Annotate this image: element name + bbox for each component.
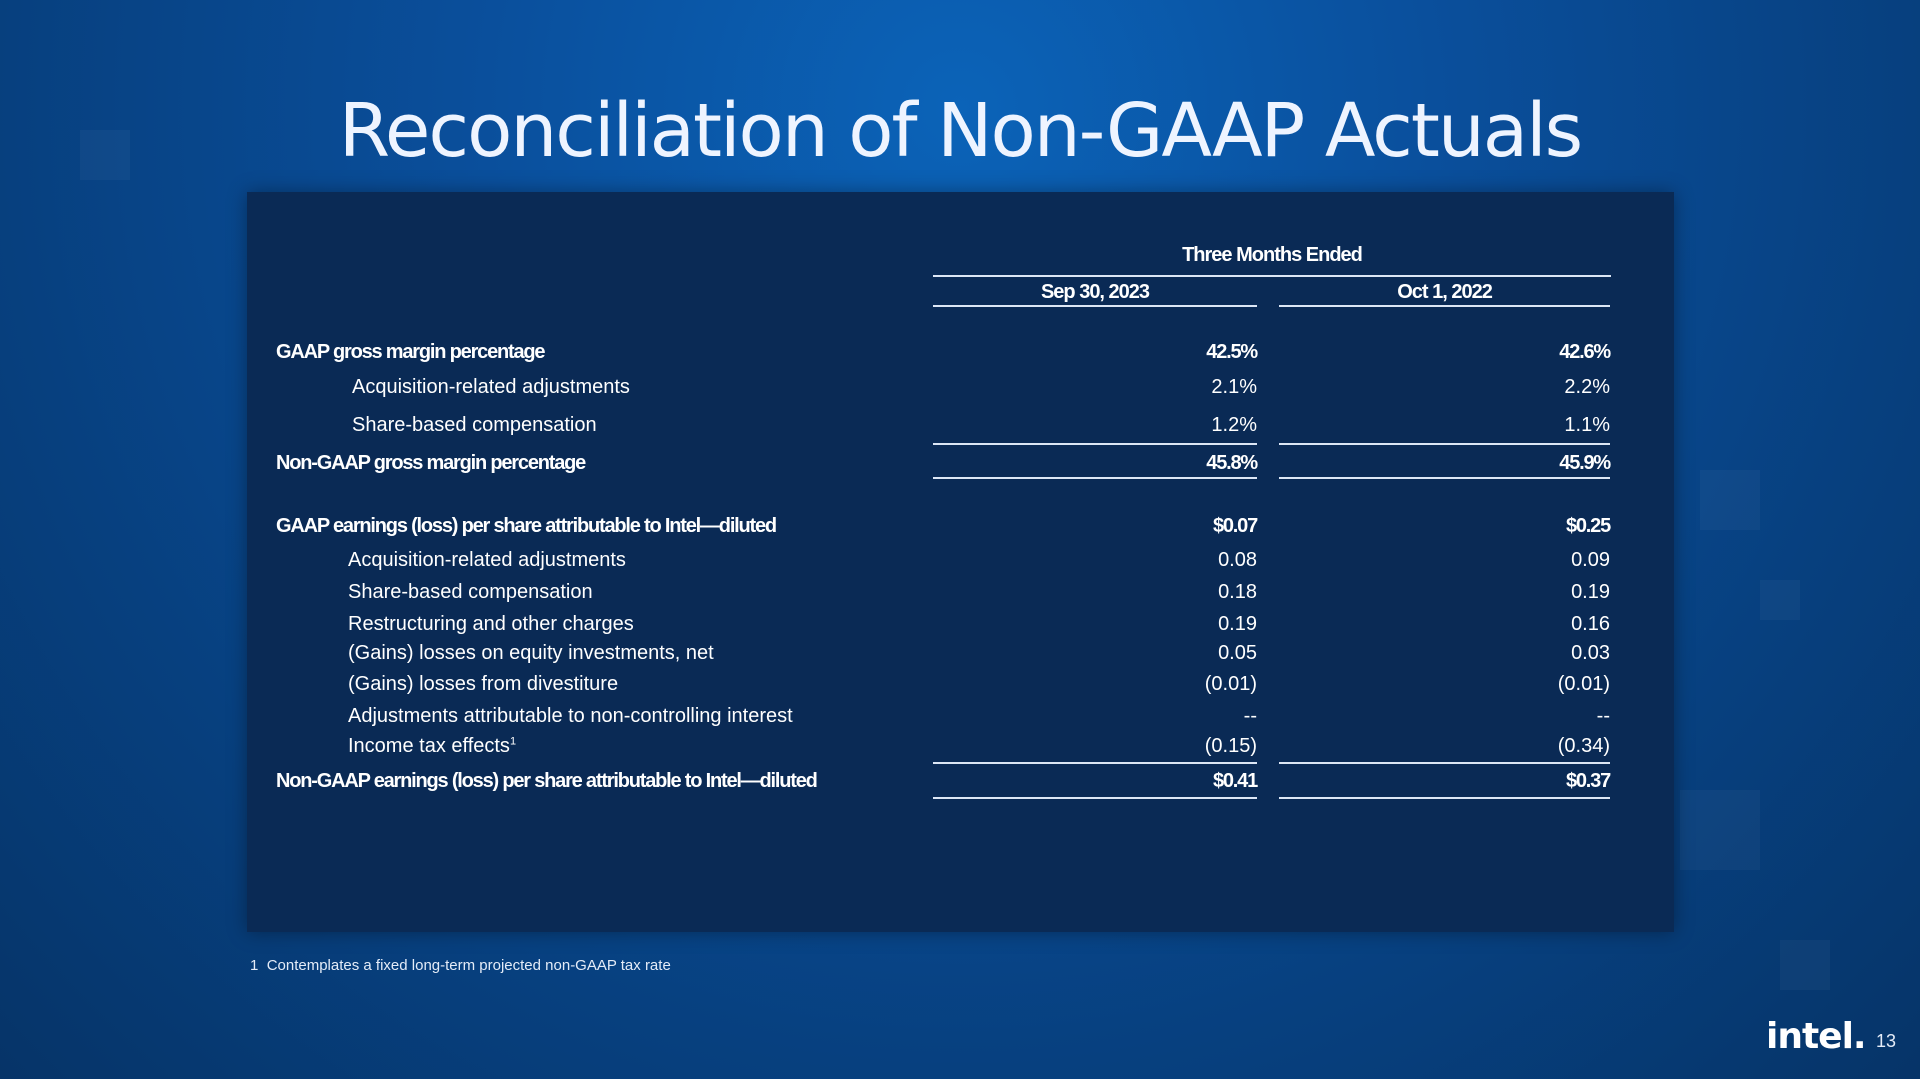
row-label-text: Income tax effects — [348, 735, 510, 757]
row-label: Restructuring and other charges — [348, 613, 634, 635]
footnote — [250, 957, 671, 974]
slide-title: Reconciliation of Non-GAAP Actuals — [338, 88, 1582, 174]
column-header-rule — [1279, 305, 1610, 307]
column-header-rule — [933, 305, 1257, 307]
table-row — [0, 577, 1920, 607]
column-header-sep-2023: Sep 30, 2023 — [1040, 281, 1150, 303]
table-row — [0, 372, 1920, 402]
row-label: Share-based compensation — [352, 414, 597, 436]
value-sep-2023: 0.08 — [1218, 549, 1257, 571]
footnote-number: 1 — [250, 957, 259, 974]
total-rule — [933, 477, 1257, 479]
footnote-text: Contemplates a fixed long-term projected non-GAAP tax rate — [266, 957, 671, 974]
value-sep-2023: $0.07 — [1212, 515, 1257, 537]
value-oct-2022: 42.6% — [1559, 341, 1610, 363]
value-oct-2022: 0.09 — [1571, 549, 1610, 571]
total-rule — [1279, 477, 1610, 479]
column-header-oct-2022: Oct 1, 2022 — [1397, 281, 1492, 303]
value-sep-2023: 45.8% — [1206, 452, 1257, 474]
table-row — [0, 609, 1920, 639]
subtotal-rule — [1279, 443, 1610, 445]
row-label: GAAP earnings (loss) per share attributable to Intel—diluted — [276, 515, 776, 537]
value-oct-2022: (0.34) — [1557, 735, 1610, 757]
value-sep-2023: 1.2% — [1211, 414, 1257, 436]
row-label — [348, 731, 516, 761]
intel-logo: intel. — [1766, 1016, 1866, 1057]
value-oct-2022: 0.16 — [1571, 613, 1610, 635]
value-sep-2023: -- — [1243, 705, 1257, 727]
total-rule — [933, 797, 1257, 799]
background-decoration — [1680, 790, 1760, 870]
subtotal-rule — [933, 762, 1257, 764]
value-oct-2022: (0.01) — [1557, 673, 1610, 695]
table-row-gaap-eps — [0, 511, 1920, 541]
row-label: Acquisition-related adjustments — [352, 376, 630, 398]
value-sep-2023: 0.18 — [1218, 581, 1257, 603]
row-label: (Gains) losses from divestiture — [348, 673, 619, 695]
value-sep-2023: 2.1% — [1211, 376, 1257, 398]
value-oct-2022: 0.19 — [1571, 581, 1610, 603]
value-sep-2023: 42.5% — [1206, 341, 1257, 363]
table-row — [0, 410, 1920, 440]
background-decoration — [1780, 940, 1830, 990]
table-row — [0, 669, 1920, 699]
value-sep-2023: $0.41 — [1212, 770, 1257, 792]
value-oct-2022: -- — [1596, 705, 1610, 727]
row-label: Adjustments attributable to non-controlling interest — [348, 705, 793, 727]
row-label: GAAP gross margin percentage — [276, 341, 545, 363]
row-label: Share-based compensation — [348, 581, 593, 603]
table-row-non-gaap-gross-margin — [0, 448, 1920, 478]
value-oct-2022: $0.25 — [1565, 515, 1610, 537]
value-sep-2023: (0.15) — [1204, 735, 1257, 757]
value-sep-2023: 0.19 — [1218, 613, 1257, 635]
value-oct-2022: $0.37 — [1565, 770, 1610, 792]
table-row-non-gaap-eps — [0, 766, 1920, 796]
table-row-gaap-gross-margin — [0, 337, 1920, 367]
row-label: Acquisition-related adjustments — [348, 549, 626, 571]
subtotal-rule — [933, 443, 1257, 445]
table-row — [0, 731, 1920, 761]
value-oct-2022: 2.2% — [1564, 376, 1610, 398]
table-row — [0, 638, 1920, 668]
row-label: (Gains) losses on equity investments, net — [348, 642, 714, 664]
total-rule — [1279, 797, 1610, 799]
value-oct-2022: 1.1% — [1564, 414, 1610, 436]
value-sep-2023: 0.05 — [1218, 642, 1257, 664]
subtotal-rule — [1279, 762, 1610, 764]
value-sep-2023: (0.01) — [1204, 673, 1257, 695]
row-label: Non-GAAP gross margin percentage — [276, 452, 586, 474]
value-oct-2022: 0.03 — [1571, 642, 1610, 664]
table-row — [0, 701, 1920, 731]
footnote-marker: 1 — [509, 735, 517, 748]
row-label: Non-GAAP earnings (loss) per share attributable to Intel—diluted — [276, 770, 817, 792]
page-number: 13 — [1876, 1031, 1897, 1051]
value-oct-2022: 45.9% — [1559, 452, 1610, 474]
group-header: Three Months Ended — [1182, 244, 1362, 266]
table-row — [0, 545, 1920, 575]
group-header-rule — [933, 275, 1611, 277]
